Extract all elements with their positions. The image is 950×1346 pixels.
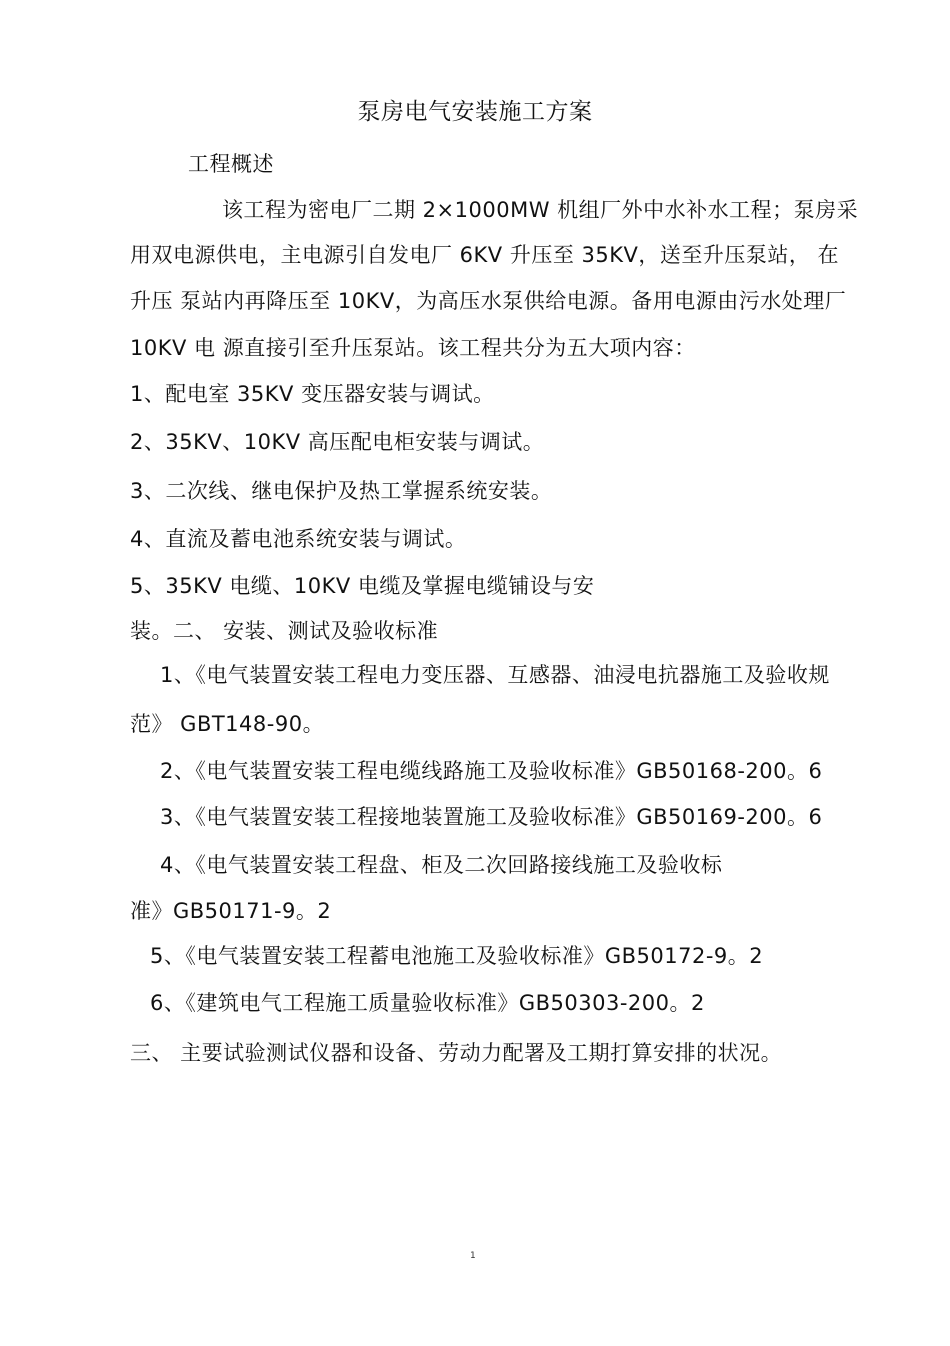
intro-line: 用双电源供电，主电源引自发电厂 6KV 升压至 35KV，送至升压泵站， 在: [130, 243, 840, 267]
intro-line: 升压 泵站内再降压至 10KV，为高压水泵供给电源。备用电源由污水处理厂: [130, 289, 847, 313]
intro-line: 该工程为密电厂二期 2×1000MW 机组厂外中水补水工程；泵房采: [222, 198, 859, 222]
section-heading-overview: 工程概述: [188, 152, 274, 176]
standard-item-continued: 范》 GBT148-90。: [130, 712, 325, 736]
intro-line: 10KV 电 源直接引至升压泵站。该工程共分为五大项内容：: [130, 336, 696, 360]
standard-item: 3、《电气装置安装工程接地装置施工及验收标准》GB50169-200。6: [160, 805, 823, 829]
scope-item: 1、配电室 35KV 变压器安装与调试。: [130, 382, 495, 406]
page-number: 1: [470, 1251, 476, 1261]
standard-item: 1、《电气装置安装工程电力变压器、互感器、油浸电抗器施工及验收规: [160, 663, 830, 687]
standard-item-continued: 准》GB50171-9。2: [130, 899, 332, 923]
standard-item: 2、《电气装置安装工程电缆线路施工及验收标准》GB50168-200。6: [160, 759, 823, 783]
section-heading-equipment: 三、 主要试验测试仪器和设备、劳动力配署及工期打算安排的状况。: [130, 1041, 783, 1065]
standard-item: 6、《建筑电气工程施工质量验收标准》GB50303-200。2: [150, 991, 705, 1015]
scope-item: 4、直流及蓄电池系统安装与调试。: [130, 527, 467, 551]
scope-item: 5、35KV 电缆、10KV 电缆及掌握电缆铺设与安: [130, 574, 595, 598]
scope-item: 3、二次线、继电保护及热工掌握系统安装。: [130, 479, 553, 503]
scope-item: 2、35KV、10KV 高压配电柜安装与调试。: [130, 430, 545, 454]
standard-item: 4、《电气装置安装工程盘、柜及二次回路接线施工及验收标: [160, 853, 723, 877]
standard-item: 5、《电气装置安装工程蓄电池施工及验收标准》GB50172-9。2: [150, 944, 764, 968]
document-title: 泵房电气安装施工方案: [357, 99, 593, 125]
section-heading-standards: 装。二、 安装、测试及验收标准: [130, 619, 439, 643]
